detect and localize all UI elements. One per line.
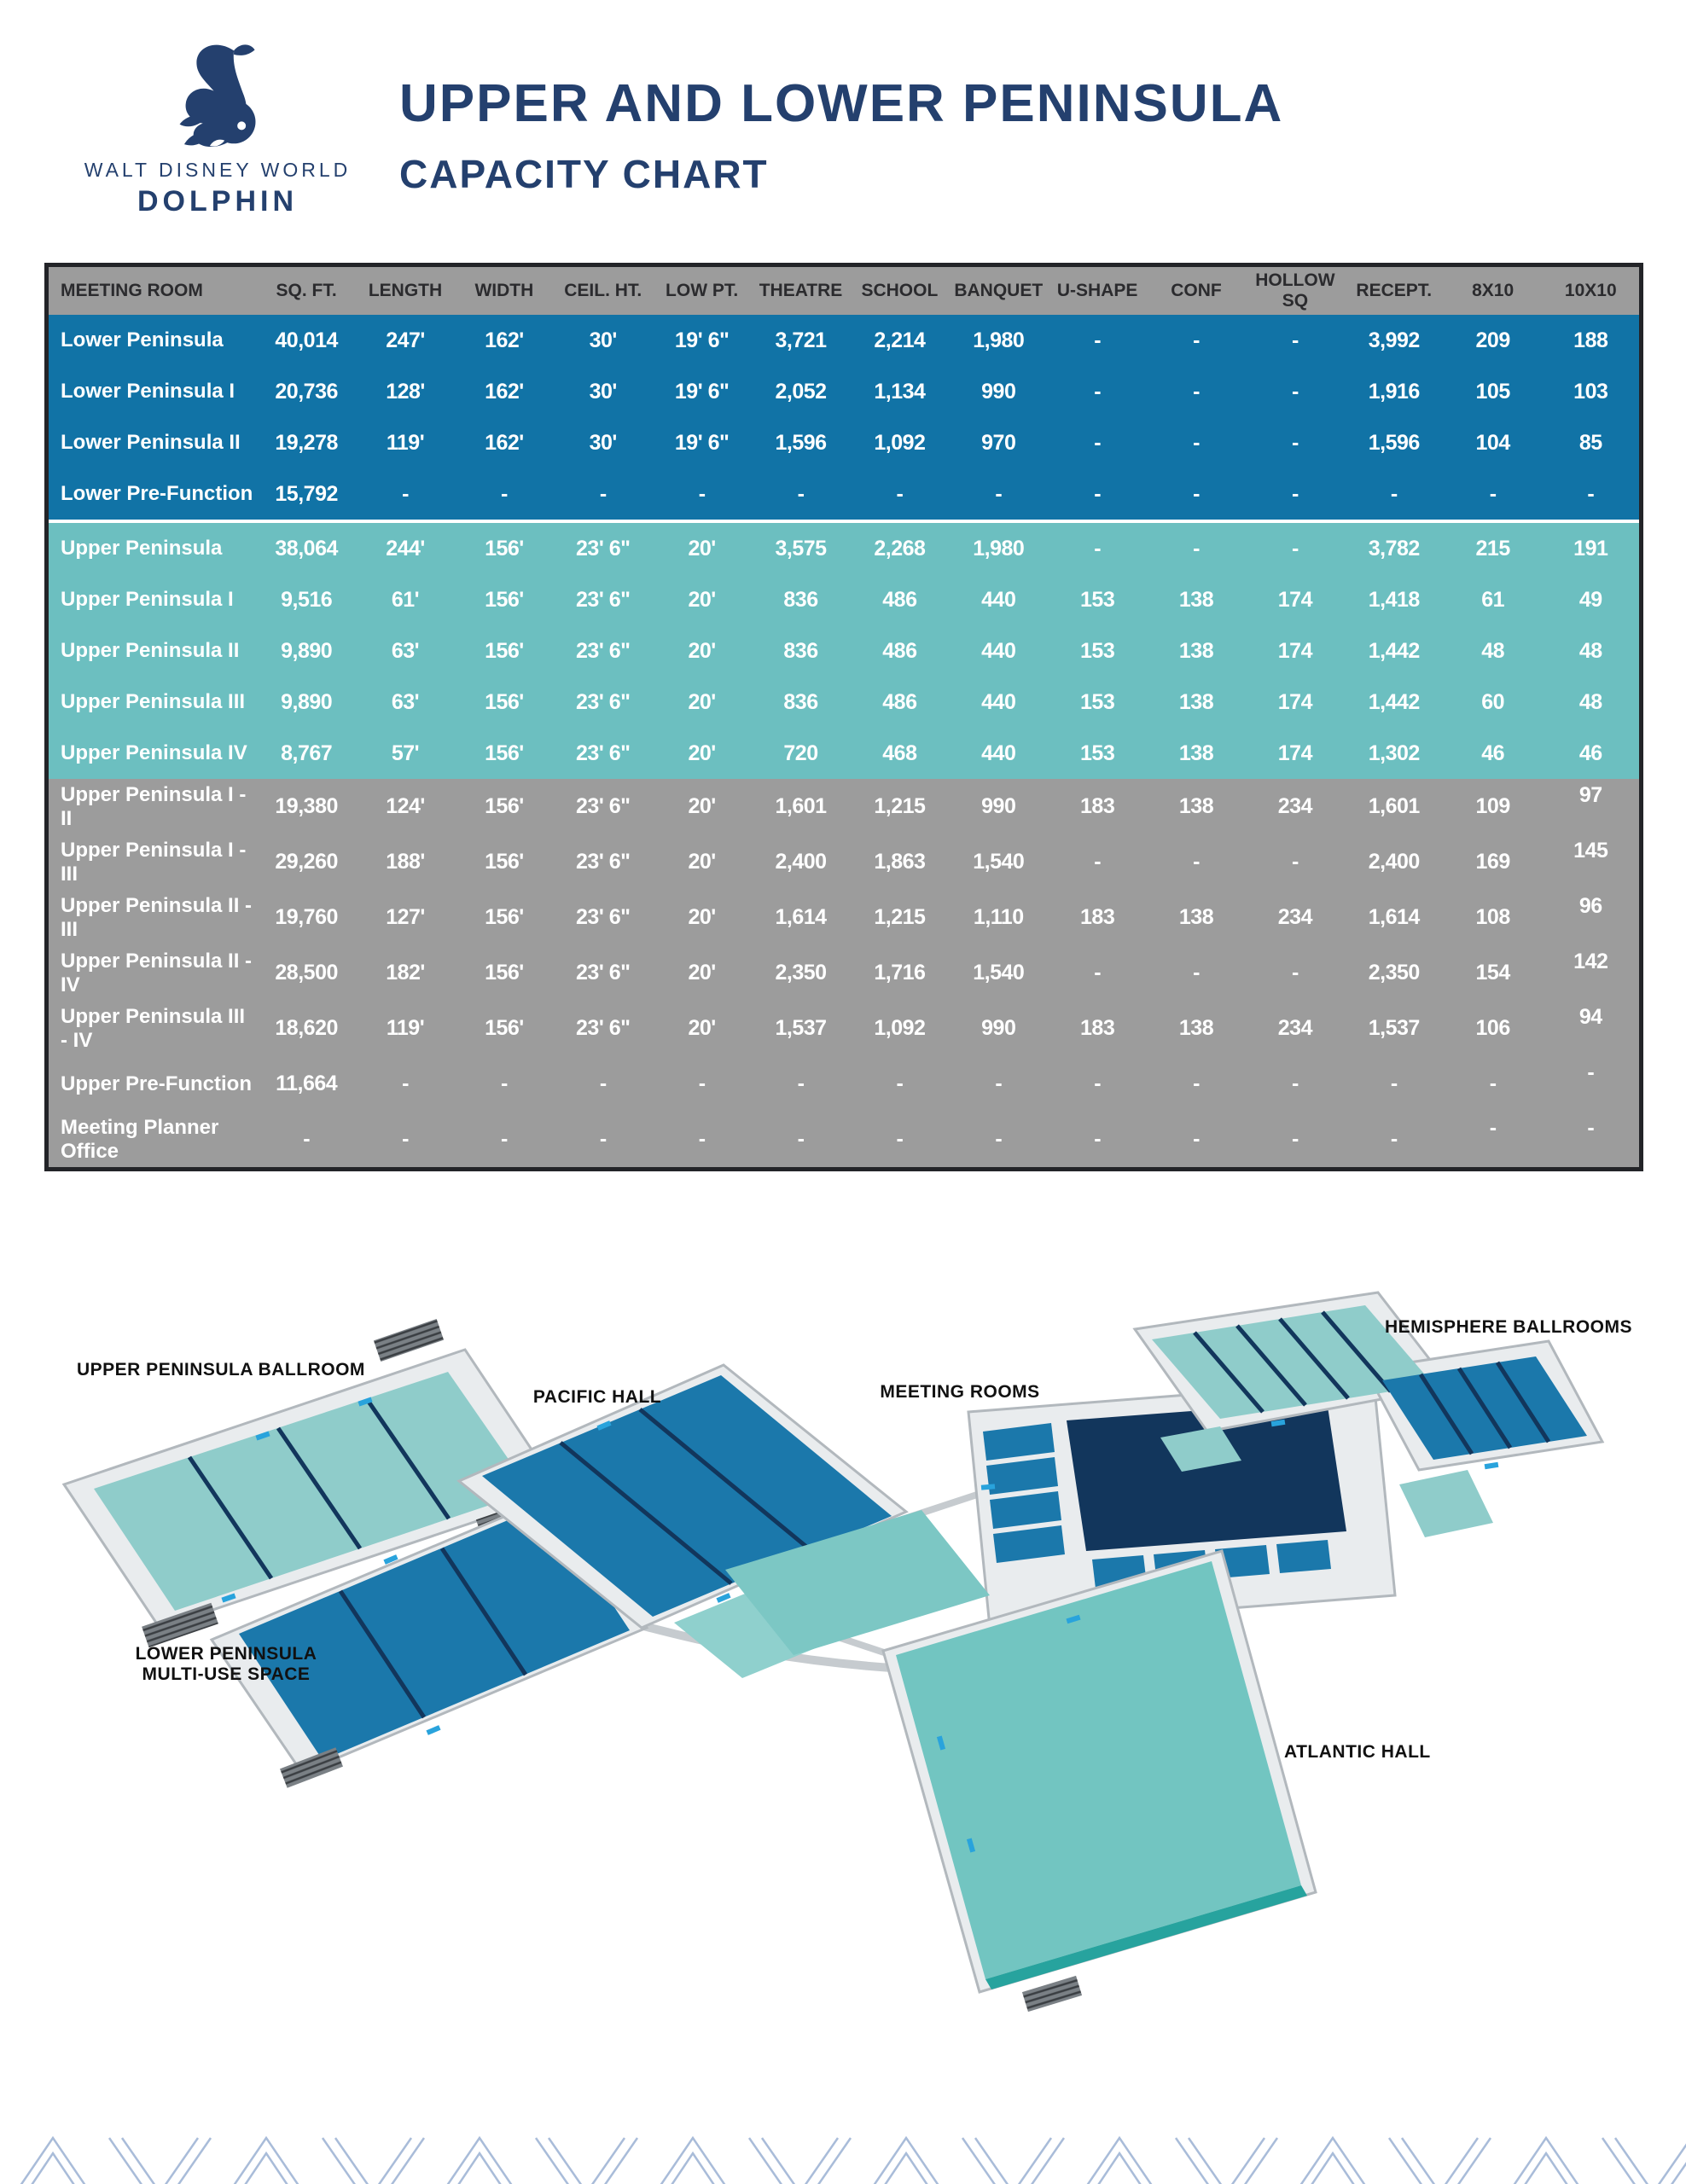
table-row (47, 728, 1642, 779)
table-cell: 96 (1543, 890, 1642, 945)
table-cell: - (1444, 1112, 1543, 1170)
table-cell: 1,442 (1345, 625, 1444, 677)
table-cell: 156' (455, 677, 554, 728)
table-cell: 29,260 (257, 834, 356, 890)
row-label: Meeting Planner Office (47, 1112, 258, 1170)
table-cell: 183 (1048, 890, 1147, 945)
table-cell: - (850, 468, 949, 521)
table-cell: 440 (949, 728, 1048, 779)
table-cell: 1,215 (850, 890, 949, 945)
row-label: Upper Peninsula I - II (47, 779, 258, 834)
table-cell: 1,215 (850, 779, 949, 834)
table-cell: 169 (1444, 834, 1543, 890)
header-row (47, 265, 1642, 316)
table-cell: 1,418 (1345, 574, 1444, 625)
table-cell: 182' (356, 945, 455, 1001)
row-label: Upper Peninsula II - IV (47, 945, 258, 1001)
table-row (47, 1001, 1642, 1056)
table-cell: 154 (1444, 945, 1543, 1001)
hotel-logo (81, 41, 354, 218)
table-cell: - (1048, 417, 1147, 468)
table-cell: 1,302 (1345, 728, 1444, 779)
table-cell: 23' 6" (554, 521, 653, 574)
table-cell: 23' 6" (554, 574, 653, 625)
label-hemisphere-ballrooms: HEMISPHERE BALLROOMS (1384, 1317, 1633, 1337)
table-cell: 9,890 (257, 677, 356, 728)
table-cell: 1,537 (1345, 1001, 1444, 1056)
table-cell: - (1246, 945, 1345, 1001)
col-header: CEIL. HT. (554, 265, 653, 316)
table-row (47, 315, 1642, 366)
table-cell: 119' (356, 417, 455, 468)
table-cell: 990 (949, 366, 1048, 417)
label-atlantic-hall: ATLANTIC HALL (1284, 1742, 1431, 1762)
table-cell: 1,092 (850, 1001, 949, 1056)
table-cell: - (554, 1112, 653, 1170)
row-label: Upper Peninsula III - IV (47, 1001, 258, 1056)
table-cell: - (1444, 1056, 1543, 1112)
table-cell: - (1444, 468, 1543, 521)
table-row (47, 945, 1642, 1001)
table-cell: 1,596 (1345, 417, 1444, 468)
table-cell: - (653, 1056, 752, 1112)
table-cell: 174 (1246, 574, 1345, 625)
table-cell: 486 (850, 574, 949, 625)
table-cell: - (1246, 417, 1345, 468)
table-cell: - (752, 1112, 851, 1170)
table-cell: - (554, 1056, 653, 1112)
table-cell: 28,500 (257, 945, 356, 1001)
table-cell: 247' (356, 315, 455, 366)
label-lower-peninsula-line2: MULTI-USE SPACE (142, 1664, 311, 1684)
table-cell: 20' (653, 1001, 752, 1056)
table-cell: - (752, 1056, 851, 1112)
table-cell: - (1246, 521, 1345, 574)
table-cell: 23' 6" (554, 779, 653, 834)
table-cell: 440 (949, 625, 1048, 677)
table-cell: 138 (1147, 728, 1246, 779)
table-cell: - (356, 468, 455, 521)
table-cell: 468 (850, 728, 949, 779)
table-cell: 2,268 (850, 521, 949, 574)
table-cell: 156' (455, 625, 554, 677)
row-label: Lower Peninsula (47, 315, 258, 366)
table-row (47, 779, 1642, 834)
table-cell: 3,575 (752, 521, 851, 574)
label-pacific-hall: PACIFIC HALL (532, 1387, 662, 1407)
table-cell: - (1543, 468, 1642, 521)
table-cell: 138 (1147, 677, 1246, 728)
table-cell: - (949, 1056, 1048, 1112)
table-cell: 23' 6" (554, 677, 653, 728)
table-cell: - (455, 468, 554, 521)
table-cell: 153 (1048, 574, 1147, 625)
table-cell: 20' (653, 521, 752, 574)
table-cell: 1,134 (850, 366, 949, 417)
table-cell: 19' 6" (653, 366, 752, 417)
table-cell: - (257, 1112, 356, 1170)
table-cell: - (1147, 468, 1246, 521)
table-cell: 234 (1246, 779, 1345, 834)
table-cell: 162' (455, 417, 554, 468)
table-cell: 23' 6" (554, 728, 653, 779)
floorplan-diagram (0, 1228, 1686, 2065)
table-cell: 19,760 (257, 890, 356, 945)
table-cell: 1,980 (949, 521, 1048, 574)
table-cell: 105 (1444, 366, 1543, 417)
table-cell: 1,540 (949, 945, 1048, 1001)
table-cell: 486 (850, 625, 949, 677)
table-cell: 63' (356, 625, 455, 677)
table-cell: 188 (1543, 315, 1642, 366)
table-cell: 3,992 (1345, 315, 1444, 366)
row-label: Lower Pre-Function (47, 468, 258, 521)
table-cell: 3,721 (752, 315, 851, 366)
table-cell: 156' (455, 779, 554, 834)
row-label: Upper Peninsula II (47, 625, 258, 677)
table-row (47, 890, 1642, 945)
table-cell: - (850, 1112, 949, 1170)
table-cell: - (1048, 1112, 1147, 1170)
row-label: Upper Peninsula II - III (47, 890, 258, 945)
table-cell: - (455, 1112, 554, 1170)
col-header: RECEPT. (1345, 265, 1444, 316)
table-cell: 2,400 (752, 834, 851, 890)
table-row (47, 834, 1642, 890)
table-cell: 486 (850, 677, 949, 728)
table-cell: 38,064 (257, 521, 356, 574)
table-cell: 2,350 (752, 945, 851, 1001)
table-cell: 48 (1444, 625, 1543, 677)
side-room-shape (1399, 1470, 1493, 1537)
table-cell: - (1345, 468, 1444, 521)
table-cell: 183 (1048, 779, 1147, 834)
table-cell: 215 (1444, 521, 1543, 574)
table-cell: - (1345, 1056, 1444, 1112)
table-cell: 440 (949, 677, 1048, 728)
table-cell: 20' (653, 574, 752, 625)
table-cell: - (949, 468, 1048, 521)
table-cell: 836 (752, 625, 851, 677)
table-cell: 138 (1147, 1001, 1246, 1056)
table-cell: 990 (949, 779, 1048, 834)
table-cell: - (1147, 417, 1246, 468)
table-cell: 234 (1246, 890, 1345, 945)
table-cell: 103 (1543, 366, 1642, 417)
table-cell: 20,736 (257, 366, 356, 417)
table-cell: 63' (356, 677, 455, 728)
table-cell: 108 (1444, 890, 1543, 945)
table-cell: - (850, 1056, 949, 1112)
brand-dolphin: DOLPHIN (137, 185, 298, 218)
row-label: Upper Peninsula I - III (47, 834, 258, 890)
table-cell: 23' 6" (554, 625, 653, 677)
table-cell: 990 (949, 1001, 1048, 1056)
table-cell: 49 (1543, 574, 1642, 625)
table-row (47, 1112, 1642, 1170)
table-cell: - (356, 1056, 455, 1112)
table-cell: - (1048, 1056, 1147, 1112)
table-cell: 156' (455, 890, 554, 945)
table-cell: - (1246, 315, 1345, 366)
table-cell: - (1048, 521, 1147, 574)
table-row (47, 625, 1642, 677)
col-header: HOLLOW SQ (1246, 265, 1345, 316)
table-cell: 2,052 (752, 366, 851, 417)
table-cell: 836 (752, 574, 851, 625)
table-cell: 61 (1444, 574, 1543, 625)
table-cell: 85 (1543, 417, 1642, 468)
col-header: THEATRE (752, 265, 851, 316)
table-cell: - (1147, 1112, 1246, 1170)
table-row (47, 677, 1642, 728)
table-cell: 2,214 (850, 315, 949, 366)
table-cell: 174 (1246, 625, 1345, 677)
table-cell: 23' 6" (554, 890, 653, 945)
table-cell: 106 (1444, 1001, 1543, 1056)
table-cell: - (1246, 468, 1345, 521)
table-cell: 20' (653, 890, 752, 945)
table-cell: 57' (356, 728, 455, 779)
table-cell: - (1345, 1112, 1444, 1170)
table-cell: 20' (653, 625, 752, 677)
table-cell: 20' (653, 779, 752, 834)
table-cell: 1,863 (850, 834, 949, 890)
title-line1: UPPER AND LOWER PENINSULA (399, 74, 1284, 133)
table-cell: - (1048, 468, 1147, 521)
table-cell: 8,767 (257, 728, 356, 779)
col-header: U-SHAPE (1048, 265, 1147, 316)
table-cell: 20' (653, 728, 752, 779)
table-cell: 1,916 (1345, 366, 1444, 417)
table-cell: 9,890 (257, 625, 356, 677)
table-cell: 61' (356, 574, 455, 625)
col-header: SCHOOL (850, 265, 949, 316)
col-header: 10X10 (1543, 265, 1642, 316)
table-cell: 20' (653, 945, 752, 1001)
table-cell: 138 (1147, 890, 1246, 945)
table-cell: 138 (1147, 625, 1246, 677)
table-cell: - (1246, 1112, 1345, 1170)
table-cell: - (653, 468, 752, 521)
table-cell: 30' (554, 417, 653, 468)
table-cell: 20' (653, 677, 752, 728)
table-row (47, 1056, 1642, 1112)
col-header-meeting-room: MEETING ROOM (47, 265, 258, 316)
table-cell: - (1048, 315, 1147, 366)
table-cell: 162' (455, 366, 554, 417)
table-cell: 138 (1147, 574, 1246, 625)
row-label: Upper Peninsula I (47, 574, 258, 625)
table-cell: 234 (1246, 1001, 1345, 1056)
table-cell: 1,596 (752, 417, 851, 468)
table-cell: 970 (949, 417, 1048, 468)
col-header: WIDTH (455, 265, 554, 316)
table-cell: 40,014 (257, 315, 356, 366)
table-row (47, 417, 1642, 468)
table-cell: 440 (949, 574, 1048, 625)
table-cell: - (1543, 1056, 1642, 1112)
table-cell: 15,792 (257, 468, 356, 521)
table-cell: 1,614 (752, 890, 851, 945)
row-label: Lower Peninsula I (47, 366, 258, 417)
table-cell: 109 (1444, 779, 1543, 834)
col-header: BANQUET (949, 265, 1048, 316)
table-cell: 209 (1444, 315, 1543, 366)
row-label: Upper Peninsula (47, 521, 258, 574)
table-cell: 156' (455, 521, 554, 574)
row-label: Lower Peninsula II (47, 417, 258, 468)
lattice-border (0, 2128, 1686, 2184)
table-cell: 18,620 (257, 1001, 356, 1056)
table-cell: 1,614 (1345, 890, 1444, 945)
table-cell: 720 (752, 728, 851, 779)
table-cell: 142 (1543, 945, 1642, 1001)
table-cell: 188' (356, 834, 455, 890)
table-cell: 1,716 (850, 945, 949, 1001)
table-cell: 156' (455, 574, 554, 625)
table-cell: 48 (1543, 677, 1642, 728)
table-cell: 60 (1444, 677, 1543, 728)
row-label: Upper Pre-Function (47, 1056, 258, 1112)
col-header: LOW PT. (653, 265, 752, 316)
table-cell: - (1543, 1112, 1642, 1170)
table-cell: 127' (356, 890, 455, 945)
table-cell: 244' (356, 521, 455, 574)
col-header: CONF (1147, 265, 1246, 316)
table-cell: 3,782 (1345, 521, 1444, 574)
table-cell: - (1147, 366, 1246, 417)
table-cell: - (1147, 945, 1246, 1001)
label-meeting-rooms: MEETING ROOMS (880, 1382, 1040, 1402)
table-cell: - (1048, 834, 1147, 890)
table-cell: 23' 6" (554, 834, 653, 890)
table-cell: 19,278 (257, 417, 356, 468)
table-cell: 19' 6" (653, 315, 752, 366)
table-cell: - (1048, 945, 1147, 1001)
table-cell: 145 (1543, 834, 1642, 890)
row-label: Upper Peninsula IV (47, 728, 258, 779)
table-cell: - (1048, 366, 1147, 417)
col-header: SQ. FT. (257, 265, 356, 316)
table-cell: - (1246, 366, 1345, 417)
table-row (47, 521, 1642, 574)
table-cell: 11,664 (257, 1056, 356, 1112)
table-cell: 174 (1246, 728, 1345, 779)
table-cell: 1,092 (850, 417, 949, 468)
table-cell: 48 (1543, 625, 1642, 677)
table-cell: 19,380 (257, 779, 356, 834)
table-cell: 1,110 (949, 890, 1048, 945)
table-cell: 9,516 (257, 574, 356, 625)
table-cell: 836 (752, 677, 851, 728)
table-cell: - (356, 1112, 455, 1170)
table-row (47, 366, 1642, 417)
table-cell: 23' 6" (554, 945, 653, 1001)
table-cell: - (1246, 1056, 1345, 1112)
table-cell: 183 (1048, 1001, 1147, 1056)
atlantic-hall-shape (883, 1551, 1316, 2012)
table-cell: 156' (455, 728, 554, 779)
table-cell: 30' (554, 366, 653, 417)
table-cell: 30' (554, 315, 653, 366)
label-upper-peninsula-ballroom: UPPER PENINSULA BALLROOM (77, 1360, 365, 1380)
table-cell: 97 (1543, 779, 1642, 834)
table-row (47, 468, 1642, 521)
table-cell: - (455, 1056, 554, 1112)
table-cell: 2,350 (1345, 945, 1444, 1001)
table-cell: 94 (1543, 1001, 1642, 1056)
table-cell: 104 (1444, 417, 1543, 468)
col-header: 8X10 (1444, 265, 1543, 316)
table-cell: - (653, 1112, 752, 1170)
table-cell: - (1147, 834, 1246, 890)
table-cell: - (1147, 315, 1246, 366)
table-cell: 162' (455, 315, 554, 366)
table-cell: 19' 6" (653, 417, 752, 468)
table-cell: - (1246, 834, 1345, 890)
table-cell: 1,442 (1345, 677, 1444, 728)
table-cell: 20' (653, 834, 752, 890)
table-cell: - (1147, 521, 1246, 574)
table-cell: 156' (455, 945, 554, 1001)
col-header: LENGTH (356, 265, 455, 316)
table-cell: - (752, 468, 851, 521)
table-cell: - (1147, 1056, 1246, 1112)
table-cell: 1,540 (949, 834, 1048, 890)
table-cell: 156' (455, 834, 554, 890)
table-cell: 1,601 (1345, 779, 1444, 834)
table-row (47, 574, 1642, 625)
table-cell: 156' (455, 1001, 554, 1056)
table-cell: - (554, 468, 653, 521)
dolphin-icon (167, 41, 268, 150)
table-cell: 138 (1147, 779, 1246, 834)
table-cell: 1,537 (752, 1001, 851, 1056)
title-line2: CAPACITY CHART (399, 152, 769, 196)
capacity-table-wrap (44, 263, 1643, 1171)
table-cell: 153 (1048, 677, 1147, 728)
table-cell: 119' (356, 1001, 455, 1056)
table-cell: 1,601 (752, 779, 851, 834)
table-cell: 153 (1048, 625, 1147, 677)
table-cell: 153 (1048, 728, 1147, 779)
table-cell: 191 (1543, 521, 1642, 574)
table-cell: 124' (356, 779, 455, 834)
table-cell: 46 (1543, 728, 1642, 779)
table-cell: 128' (356, 366, 455, 417)
table-cell: 174 (1246, 677, 1345, 728)
table-cell: - (949, 1112, 1048, 1170)
brand-walt-disney-world: WALT DISNEY WORLD (84, 159, 352, 181)
label-lower-peninsula-line1: LOWER PENINSULA (135, 1644, 317, 1664)
page-title (399, 73, 1283, 197)
table-cell: 1,980 (949, 315, 1048, 366)
table-cell: 2,400 (1345, 834, 1444, 890)
table-cell: 46 (1444, 728, 1543, 779)
row-label: Upper Peninsula III (47, 677, 258, 728)
capacity-table (44, 263, 1643, 1171)
table-cell: 23' 6" (554, 1001, 653, 1056)
